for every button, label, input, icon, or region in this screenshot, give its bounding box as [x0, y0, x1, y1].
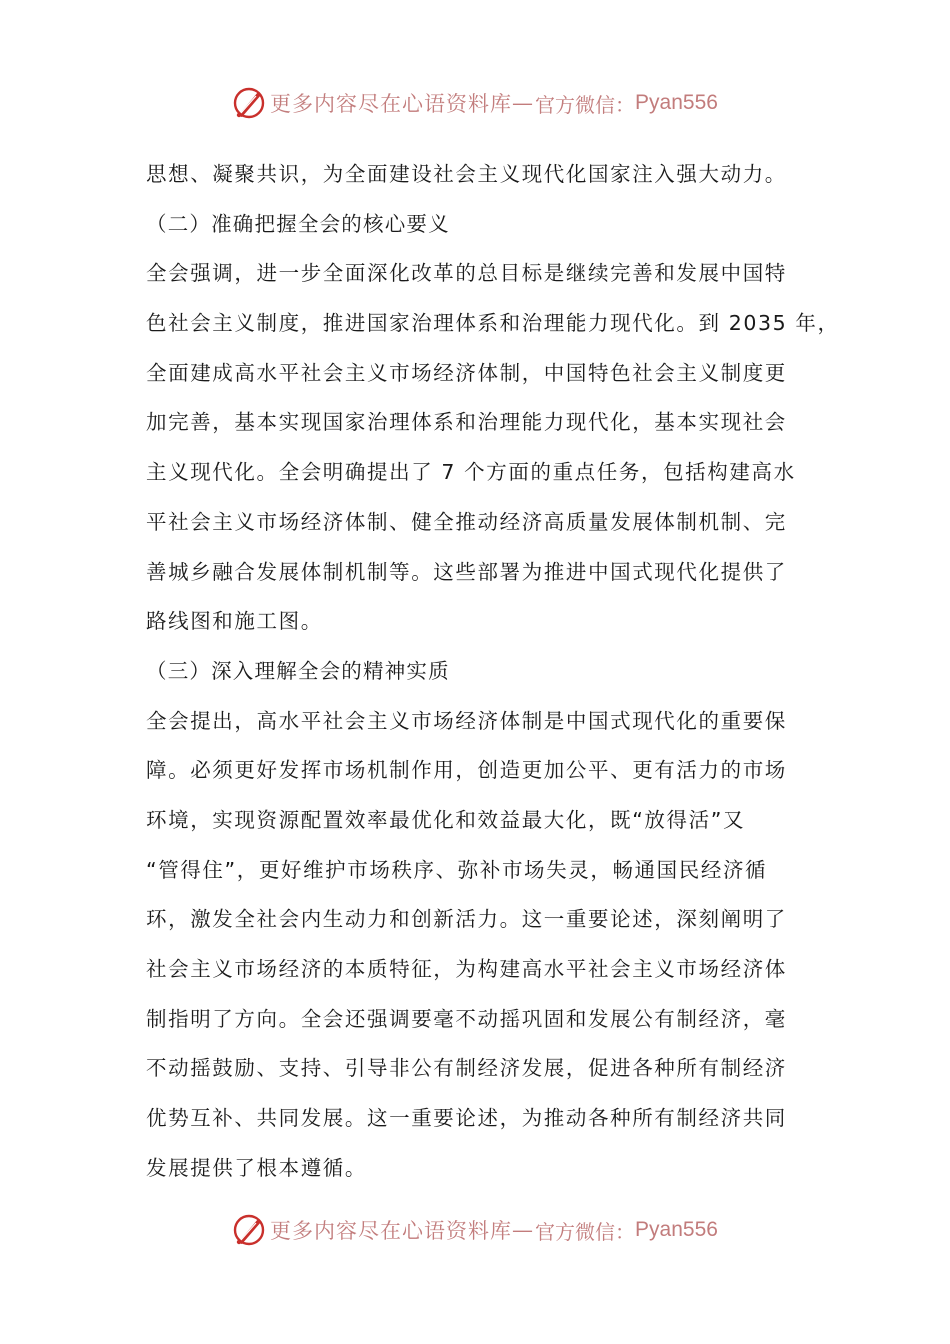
- paragraph-line: 环境，实现资源配置效率最优化和效益最大化，既“放得活”又: [146, 807, 746, 832]
- quill-logo-icon: [232, 86, 266, 120]
- paragraph-line: 全会提出，高水平社会主义市场经济体制是中国式现代化的重要保: [146, 708, 787, 733]
- paragraph-line: 路线图和施工图。: [146, 609, 323, 634]
- banner-text: 更多内容尽在心语资料库: [270, 92, 513, 116]
- banner-wechat-id: Pyan556: [635, 1218, 718, 1241]
- document-body: [146, 150, 840, 1193]
- section-heading: （二）准确把握全会的核心要义: [146, 211, 450, 236]
- paragraph-line: 发展提供了根本遵循。: [146, 1155, 367, 1180]
- quill-logo-icon: [232, 1213, 266, 1247]
- paragraph-line: 色社会主义制度，推进国家治理体系和治理能力现代化。到 2035 年，: [146, 311, 840, 336]
- header-banner: [0, 83, 950, 123]
- paragraph-line: 优势互补、共同发展。这一重要论述，为推动各种所有制经济共同: [146, 1106, 787, 1131]
- paragraph-line: 加完善，基本实现国家治理体系和治理能力现代化，基本实现社会: [146, 410, 787, 435]
- paragraph-line: 善城乡融合发展体制机制等。这些部署为推进中国式现代化提供了: [146, 559, 787, 584]
- paragraph-line: 平社会主义市场经济体制、健全推动经济高质量发展体制机制、完: [146, 509, 787, 534]
- paragraph-line: 制指明了方向。全会还强调要毫不动摇巩固和发展公有制经济，毫: [146, 1006, 787, 1031]
- footer-banner: [0, 1210, 950, 1250]
- paragraph-line: “管得住”，更好维护市场秩序、弥补市场失灵，畅通国民经济循: [146, 857, 768, 882]
- banner-text: 更多内容尽在心语资料库: [270, 1219, 513, 1243]
- paragraph-line: 不动摇鼓励、支持、引导非公有制经济发展，促进各种所有制经济: [146, 1056, 787, 1081]
- banner-wechat-label: 官方微信：: [535, 1219, 636, 1244]
- section-heading: （三）深入理解全会的精神实质: [146, 658, 450, 683]
- paragraph-line: 全会强调，进一步全面深化改革的总目标是继续完善和发展中国特: [146, 261, 787, 286]
- paragraph-line: 障。必须更好发挥市场机制作用，创造更加公平、更有活力的市场: [146, 758, 787, 783]
- banner-separator: —: [512, 1218, 534, 1242]
- paragraph-line: 社会主义市场经济的本质特征，为构建高水平社会主义市场经济体: [146, 957, 787, 981]
- paragraph-line: 全面建成高水平社会主义市场经济体制，中国特色社会主义制度更: [146, 360, 787, 385]
- paragraph-line: 环，激发全社会内生动力和创新活力。这一重要论述，深刻阐明了: [146, 907, 787, 932]
- paragraph-line: 主义现代化。全会明确提出了 7 个方面的重点任务，包括构建高水: [146, 460, 796, 485]
- paragraph-line: 思想、凝聚共识，为全面建设社会主义现代化国家注入强大动力。: [146, 162, 787, 186]
- banner-wechat-id: Pyan556: [635, 91, 718, 114]
- banner-separator: —: [512, 91, 534, 115]
- banner-wechat-label: 官方微信：: [535, 92, 636, 117]
